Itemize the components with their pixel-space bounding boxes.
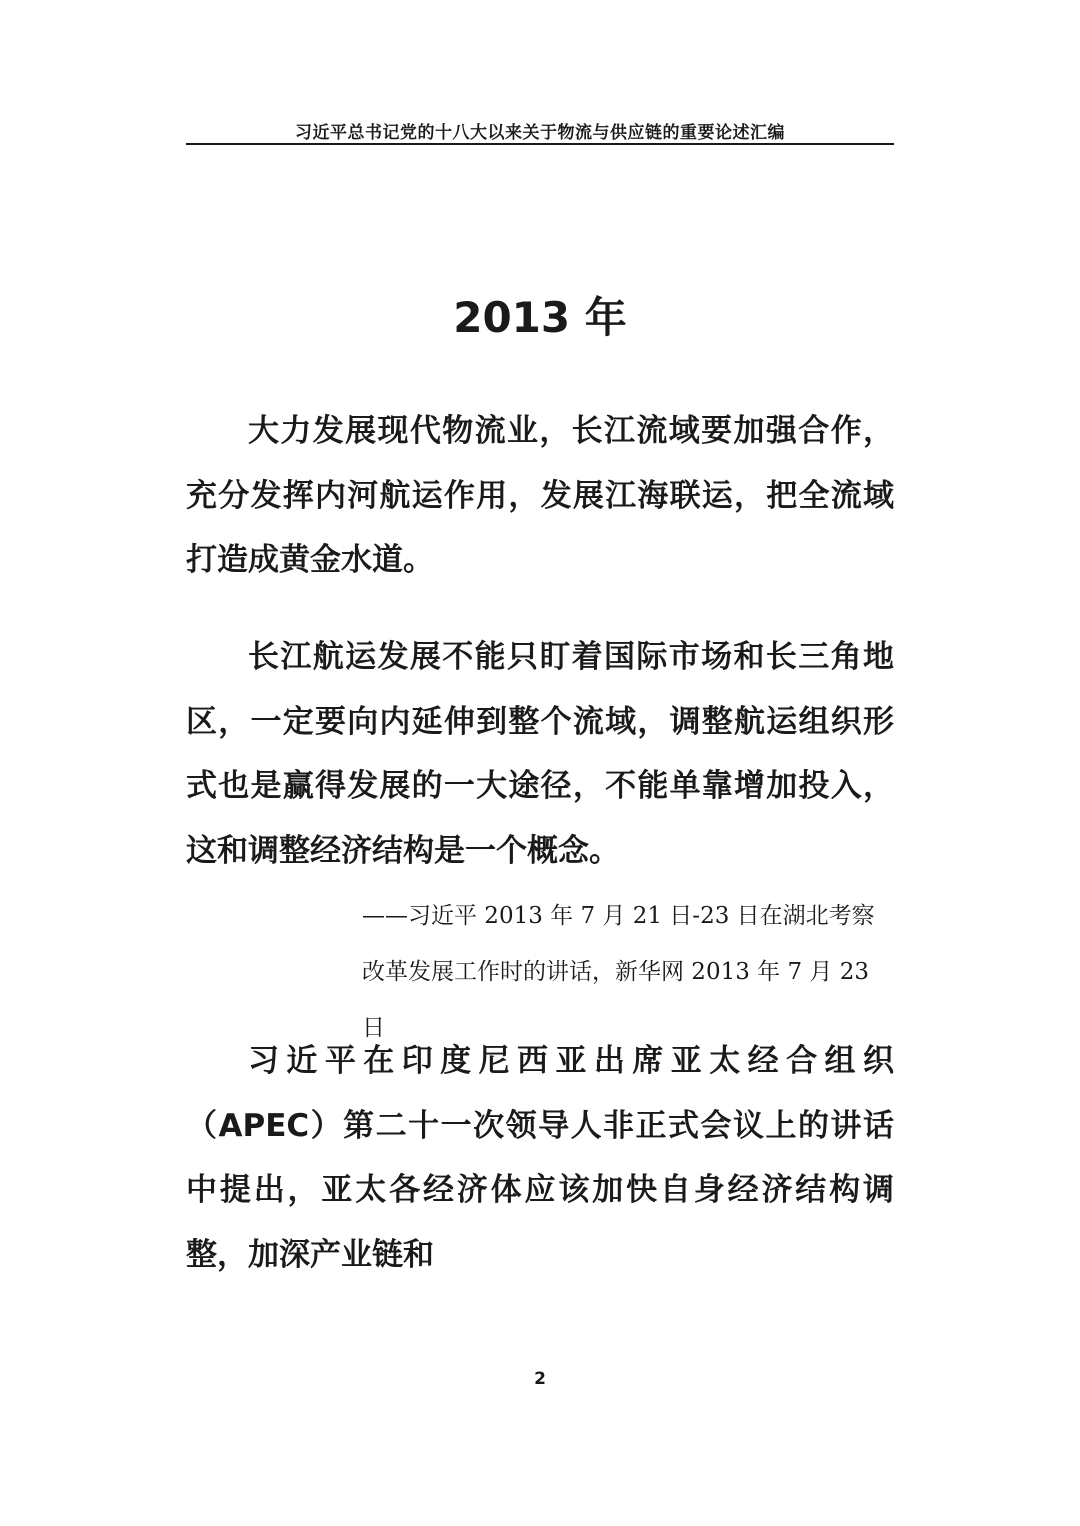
source-citation: ——习近平 2013 年 7 月 21 日-23 日在湖北考察改革发展工作时的讲话，新华网 2013 年 7 月 23 日 xyxy=(362,903,875,1041)
running-header: 习近平总书记党的十八大以来关于物流与供应链的重要论述汇编 xyxy=(295,123,785,143)
paragraph-shipping: 长江航运发展不能只盯着国际市场和长三角地区，一定要向内延伸到整个流域，调整航运组织形式也是赢得发展的一大途径，不能单靠增加投入，这和调整经济结构是一个概念。 xyxy=(186,639,894,869)
page-number: 2 xyxy=(534,1369,546,1389)
paragraph-apec: 习近平在印度尼西亚出席亚太经合组织（APEC）第二十一次领导人非正式会议上的讲话中提出，亚太各经济体应该加快自身经济结构调整，加深产业链和 xyxy=(186,1043,894,1273)
header-divider xyxy=(186,143,894,145)
paragraph-logistics: 大力发展现代物流业，长江流域要加强合作，充分发挥内河航运作用，发展江海联运，把全流域打造成黄金水道。 xyxy=(186,413,894,578)
year-heading: 2013 年 xyxy=(453,293,627,342)
